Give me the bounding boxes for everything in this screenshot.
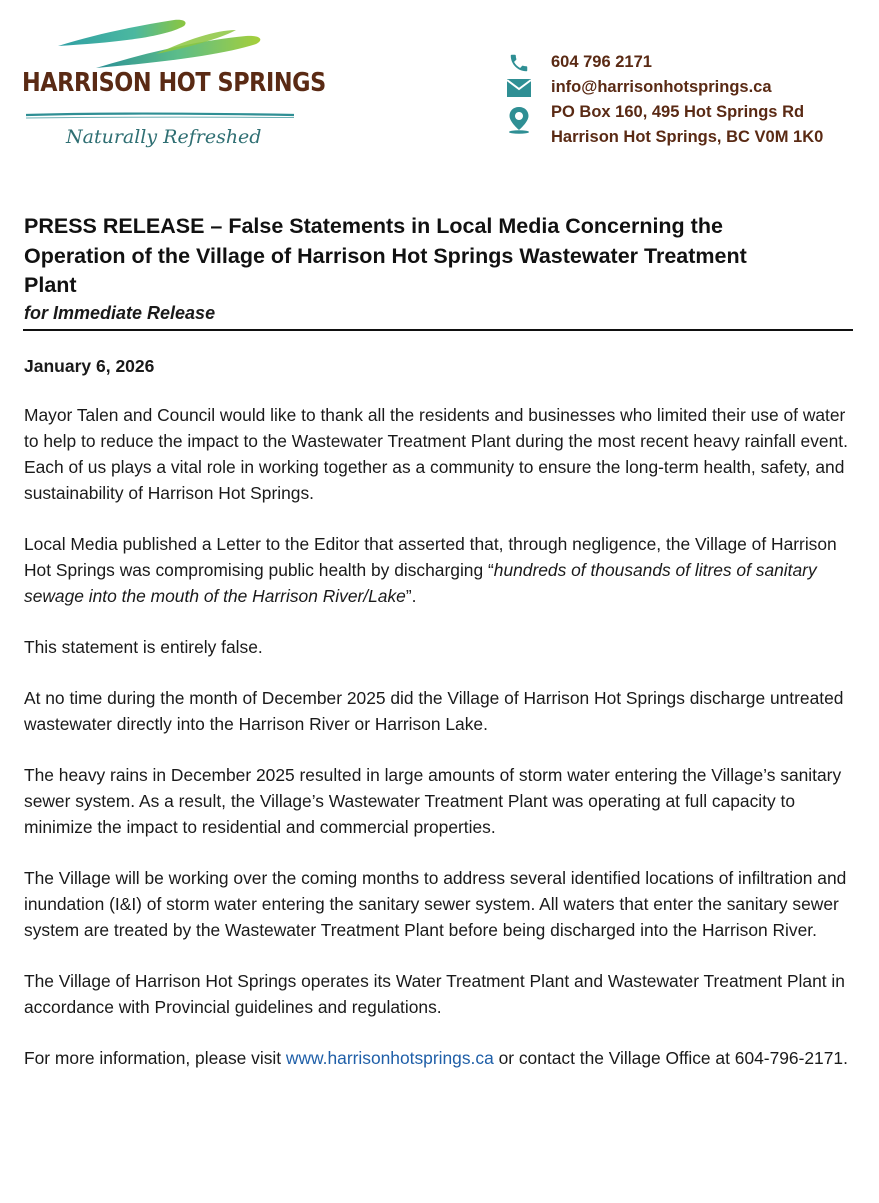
paragraph-more-info: For more information, please visit www.harrisonhotsprings.ca or contact the Village Office at 604-796-2171.	[24, 1047, 848, 1068]
logo-underline	[26, 112, 294, 120]
quoted-claim: hundreds of thousands of litres of sanitary sewage into the mouth of the Harrison River/Lake	[24, 559, 817, 606]
press-release-body	[24, 212, 854, 1096]
title-line-3: Plant	[24, 273, 77, 297]
contact-address-row-2	[505, 125, 865, 150]
contact-phone-row	[505, 50, 865, 75]
logo-wordmark: HARRISON HOT SPRINGS	[22, 68, 326, 98]
paragraph-false-statement: This statement is entirely false.	[24, 636, 263, 657]
contact-address-line-2: Harrison Hot Springs, BC V0M 1K0	[551, 128, 824, 146]
contact-email-row	[505, 75, 865, 100]
envelope-icon	[505, 76, 533, 100]
phone-icon	[505, 51, 533, 75]
website-link[interactable]: www.harrisonhotsprings.ca	[285, 1047, 494, 1068]
paragraph-infiltration: The Village will be working over the coming months to address several identified locations of infiltration and inundation (I&I) of storm water entering the sanitary sewer system. All waters that enter the sanitary sewer system are treated by the Wastewater Treatment Plant before being discharged into the Harrison River.	[24, 867, 847, 940]
location-pin-icon	[505, 101, 533, 125]
release-date: January 6, 2026	[24, 355, 155, 376]
title-line-1: PRESS RELEASE – False Statements in Local Media Concerning the	[24, 214, 723, 238]
contact-address-row-1	[505, 100, 865, 125]
logo-tagline: Naturally Refreshed	[66, 126, 262, 148]
paragraph-regulations: The Village of Harrison Hot Springs operates its Water Treatment Plant and Wastewater Treatment Plant in accordance with Provincial guidelines and regulations.	[24, 970, 845, 1017]
contact-email: info@harrisonhotsprings.ca	[551, 78, 772, 96]
logo-waves-graphic	[56, 16, 266, 72]
contact-address-line-1: PO Box 160, 495 Hot Springs Rd	[551, 103, 805, 121]
village-logo	[22, 14, 326, 164]
paragraph-heavy-rains: The heavy rains in December 2025 resulted in large amounts of storm water entering the Village’s sanitary sewer system. As a result, the Village’s Wastewater Treatment Plant was operating at full capacity to minimize the impact to residential and commercial properties.	[24, 764, 842, 837]
title-line-2: Operation of the Village of Harrison Hot Springs Wastewater Treatment	[24, 243, 747, 268]
contact-phone: 604 796 2171	[551, 53, 652, 71]
paragraph-letter-to-editor: Local Media published a Letter to the Editor that asserted that, through negligence, the Village of Harrison Hot Springs was compromising public health by discharging “hundreds of thousands of litres of sanitary sewage into the mouth of the Harrison River/Lake”.	[24, 533, 837, 606]
title-divider	[23, 329, 853, 331]
page-title	[24, 212, 854, 301]
release-subtitle: for Immediate Release	[24, 302, 216, 323]
paragraph-thanks: Mayor Talen and Council would like to thank all the residents and businesses who limited their use of water to help to reduce the impact to the Wastewater Treatment Plant during the most recent heavy rainfall event. Each of us plays a vital role in working together as a community to ensure the long-term health, safety, and sustainability of Harrison Hot Springs.	[24, 404, 848, 503]
contact-block	[505, 50, 865, 150]
paragraph-no-discharge: At no time during the month of December 2025 did the Village of Harrison Hot Springs discharge untreated wastewater directly into the Harrison River or Harrison Lake.	[24, 687, 844, 734]
